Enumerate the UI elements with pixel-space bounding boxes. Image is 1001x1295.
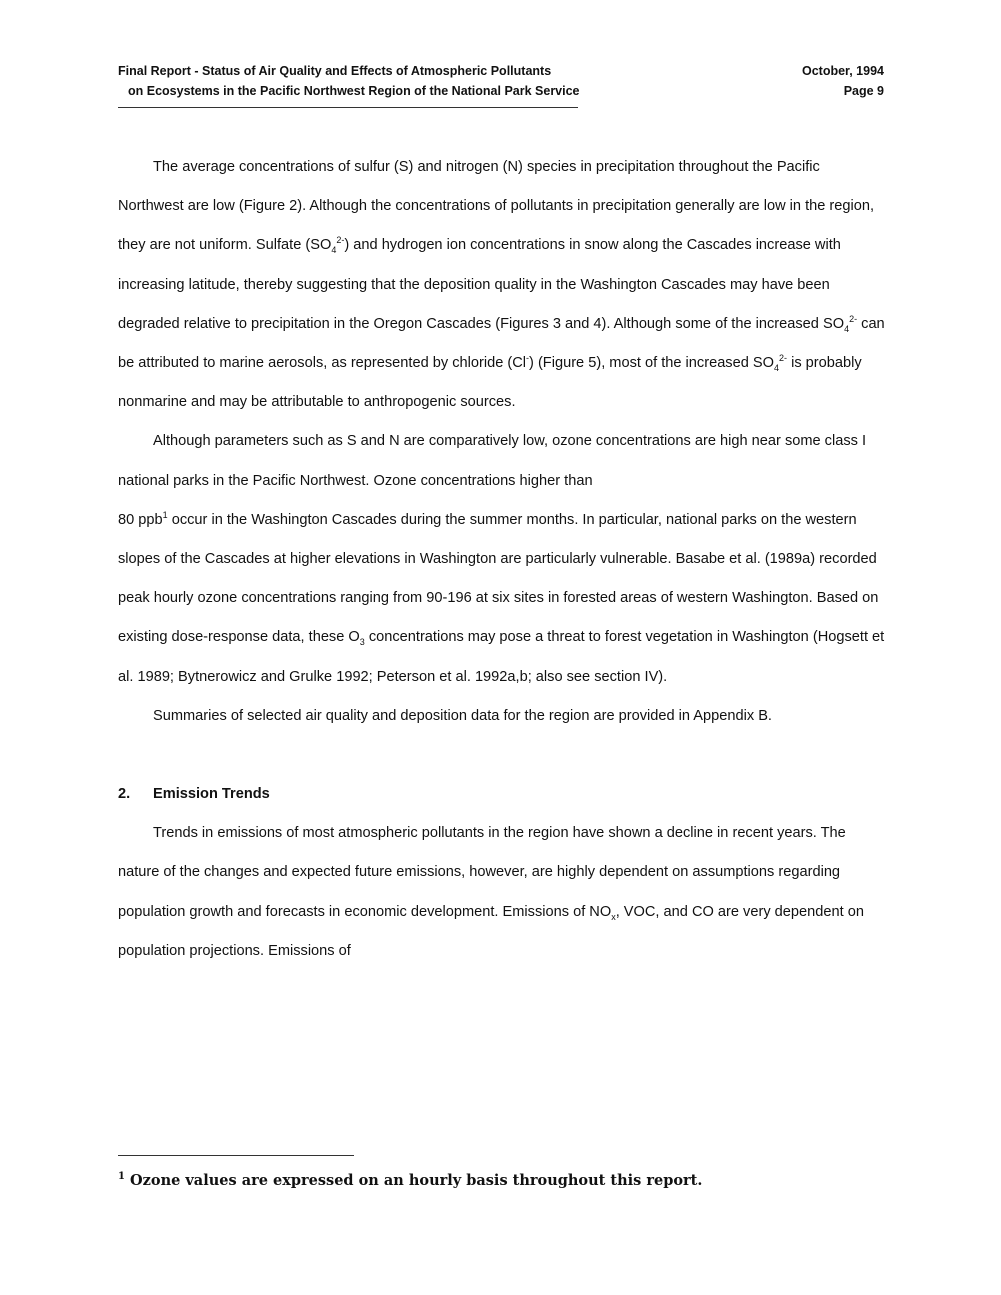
report-date: October, 1994 xyxy=(802,64,884,78)
p2-text-2: 80 ppb xyxy=(118,511,163,528)
p1-text-2: ) and hydrogen ion concentrations in snow along the Cascades increase with increasing latitude, thereby suggesting that the deposition quality in the Washington Cascades may have been degraded relative to precipitation in the Oregon Cascades (Figures 3 and 4). Although some of the increased SO xyxy=(118,237,845,332)
report-title-line2: on Ecosystems in the Pacific Northwest Region of the National Park Service xyxy=(128,84,580,98)
so4-subscript: 4 xyxy=(331,245,337,256)
so4-subscript: 4 xyxy=(844,323,850,334)
report-title xyxy=(118,61,580,101)
footnote-reference[interactable]: 1 xyxy=(162,509,168,520)
p1-text-4: ) (Figure 5), most of the increased SO xyxy=(529,355,774,372)
section-heading xyxy=(118,775,888,814)
p1-text-3: can be attributed to marine aerosols, as represented by chloride (Cl xyxy=(118,315,885,372)
so4-superscript: 2- xyxy=(336,235,345,246)
report-meta xyxy=(802,61,884,101)
section-number: 2. xyxy=(118,786,131,803)
cl-superscript: - xyxy=(526,353,530,364)
so4-superscript: 2- xyxy=(779,353,788,364)
p1-text-5: is probably nonmarine and may be attributable to anthropogenic sources. xyxy=(118,355,862,411)
paragraph-appendix: Summaries of selected air quality and deposition data for the region are provided in Appendix B. xyxy=(153,707,772,724)
paragraph-sulfur-nitrogen xyxy=(118,148,888,422)
footnote-marker: 1 xyxy=(118,1171,125,1182)
so4-subscript: 4 xyxy=(773,362,779,373)
section-title: Emission Trends xyxy=(153,786,270,803)
header-rule xyxy=(118,107,578,108)
footnote-rule xyxy=(118,1155,354,1156)
nox-subscript: x xyxy=(611,911,616,922)
footnote xyxy=(118,1165,702,1193)
body-text xyxy=(118,148,888,971)
paragraph-ozone-1: Although parameters such as S and N are comparatively low, ozone concentrations are high near some class I national parks in the Pacific Northwest. Ozone concentrations higher than xyxy=(118,433,867,489)
p4-text-2: , VOC, and CO are very dependent on population projections. Emissions of xyxy=(118,903,864,959)
footnote-text: Ozone values are expressed on an hourly basis throughout this report. xyxy=(130,1171,703,1189)
p2-text-4: concentrations may pose a threat to forest vegetation in Washington (Hogsett et al. 1989; Bytnerowicz and Grulke 1992; Peterson et al. 1992a,b; also see section IV). xyxy=(118,629,885,685)
o3-subscript: 3 xyxy=(359,637,365,648)
paragraph-ozone-2 xyxy=(118,501,888,697)
section-gap xyxy=(118,736,888,775)
page-number: Page 9 xyxy=(843,84,884,98)
p1-text-1: The average concentrations of sulfur (S) and nitrogen (N) species in precipitation throughout the Pacific Northwest are low (Figure 2). Although the concentrations of pollutants in precipitation generally are low in the region, they are not uniform. Sulfate (SO xyxy=(118,159,875,254)
p4-text-1: Trends in emissions of most atmospheric pollutants in the region have shown a decline in recent years. The nature of the changes and expected future emissions, however, are highly dependent on assumptions regarding population growth and forecasts in economic development. Emissions of NO xyxy=(118,825,846,920)
report-title-line1: Final Report - Status of Air Quality and Effects of Atmospheric Pollutants xyxy=(118,64,552,78)
p2-text-3: occur in the Washington Cascades during the summer months. In particular, national parks on the western slopes of the Cascades at higher elevations in Washington are particularly vulnerable. Basabe et al. (1989a) recorded peak hourly ozone concentrations ranging from 90-196 at six sites in forested areas of western Washington. Based on existing dose-response data, these O xyxy=(118,511,879,646)
paragraph-emission-trends xyxy=(118,814,888,971)
so4-superscript: 2- xyxy=(849,313,858,324)
